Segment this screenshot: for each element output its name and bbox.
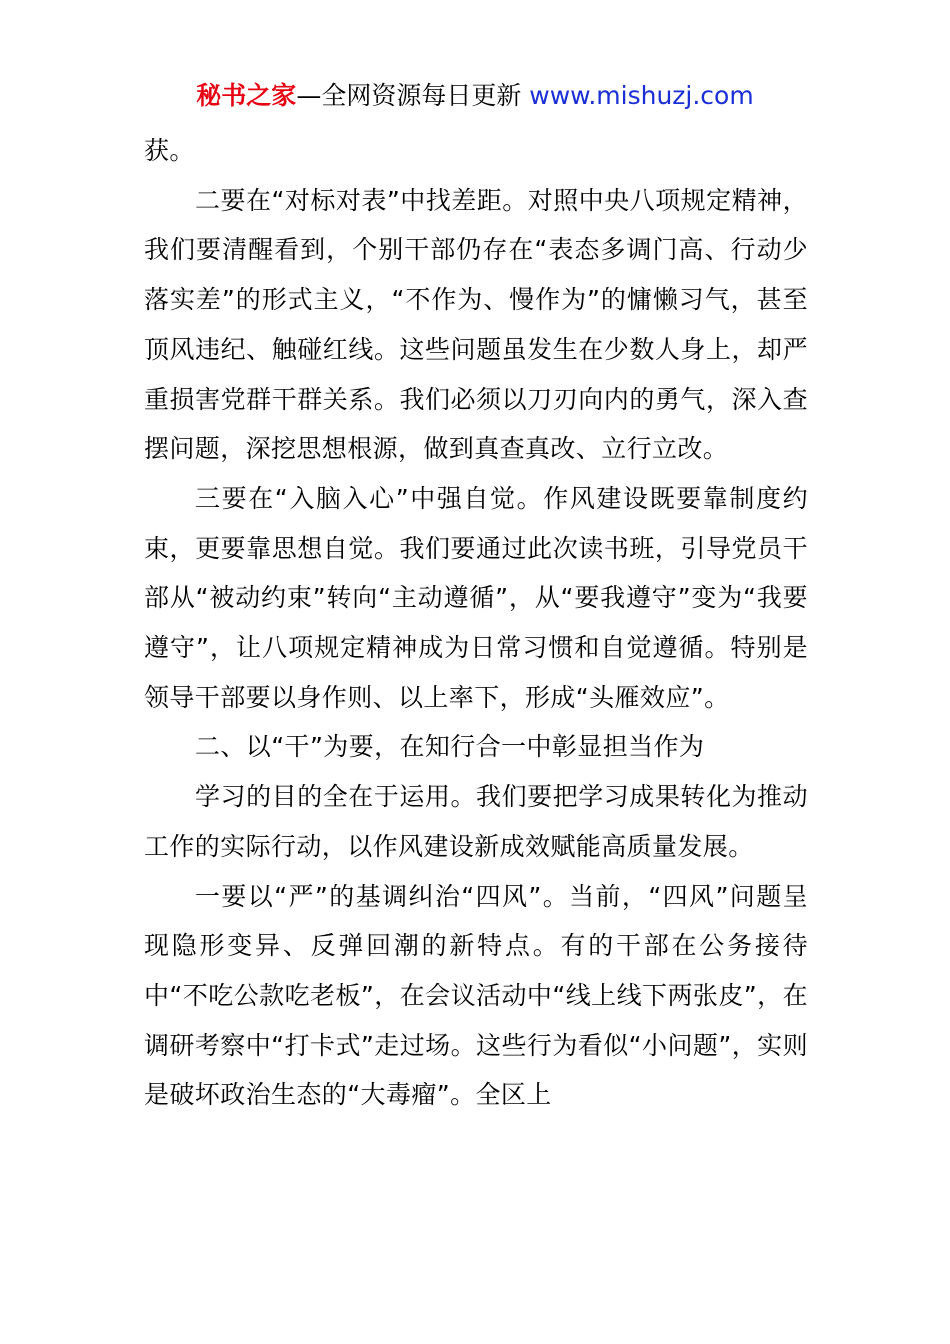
- section-heading: 二、以“干”为要，在知行合一中彰显担当作为: [195, 732, 705, 762]
- paragraph: 学习的目的全在于运用。我们要把学习成果转化为推动工作的实际行动，以作风建设新成效赋能高质量发展。: [144, 782, 808, 861]
- paragraph-continuation: 获。: [144, 136, 195, 165]
- site-tagline: —全网资源每日更新: [296, 81, 522, 110]
- paragraph: 一要以“严”的基调纠治“四风”。当前，“四风”问题呈现隐形变异、反弹回潮的新特点。有的干部在公务接待中“不吃公款吃老板”，在会议活动中“线上线下两张皮”，在调研考察中“打卡式”走过场。这些行为看似“小问题”，实则是破坏政治生态的“大毒瘤”。全区上: [144, 881, 808, 1110]
- paragraph: 三要在“入脑入心”中强自觉。作风建设既要靠制度约束，更要靠思想自觉。我们要通过此次读书班，引导党员干部从“被动约束”转向“主动遵循”，从“要我遵守”变为“我要遵守”，让八项规定精神成为日常习惯和自觉遵循。特别是领导干部要以身作则、以上率下，形成“头雁效应”。: [144, 483, 808, 712]
- document-body: [144, 126, 808, 1120]
- site-header: [0, 78, 950, 114]
- site-url-link[interactable]: www.mishuzj.com: [529, 81, 754, 110]
- paragraph: 二要在“对标对表”中找差距。对照中央八项规定精神，我们要清醒看到，个别干部仍存在“表态多调门高、行动少落实差”的形式主义，“不作为、慢作为”的慵懒习气，甚至顶风违纪、触碰红线。这些问题虽发生在少数人身上，却严重损害党群干群关系。我们必须以刀刃向内的勇气，深入查摆问题，深挖思想根源，做到真查真改、立行立改。: [144, 185, 808, 464]
- site-brand: 秘书之家: [196, 81, 297, 110]
